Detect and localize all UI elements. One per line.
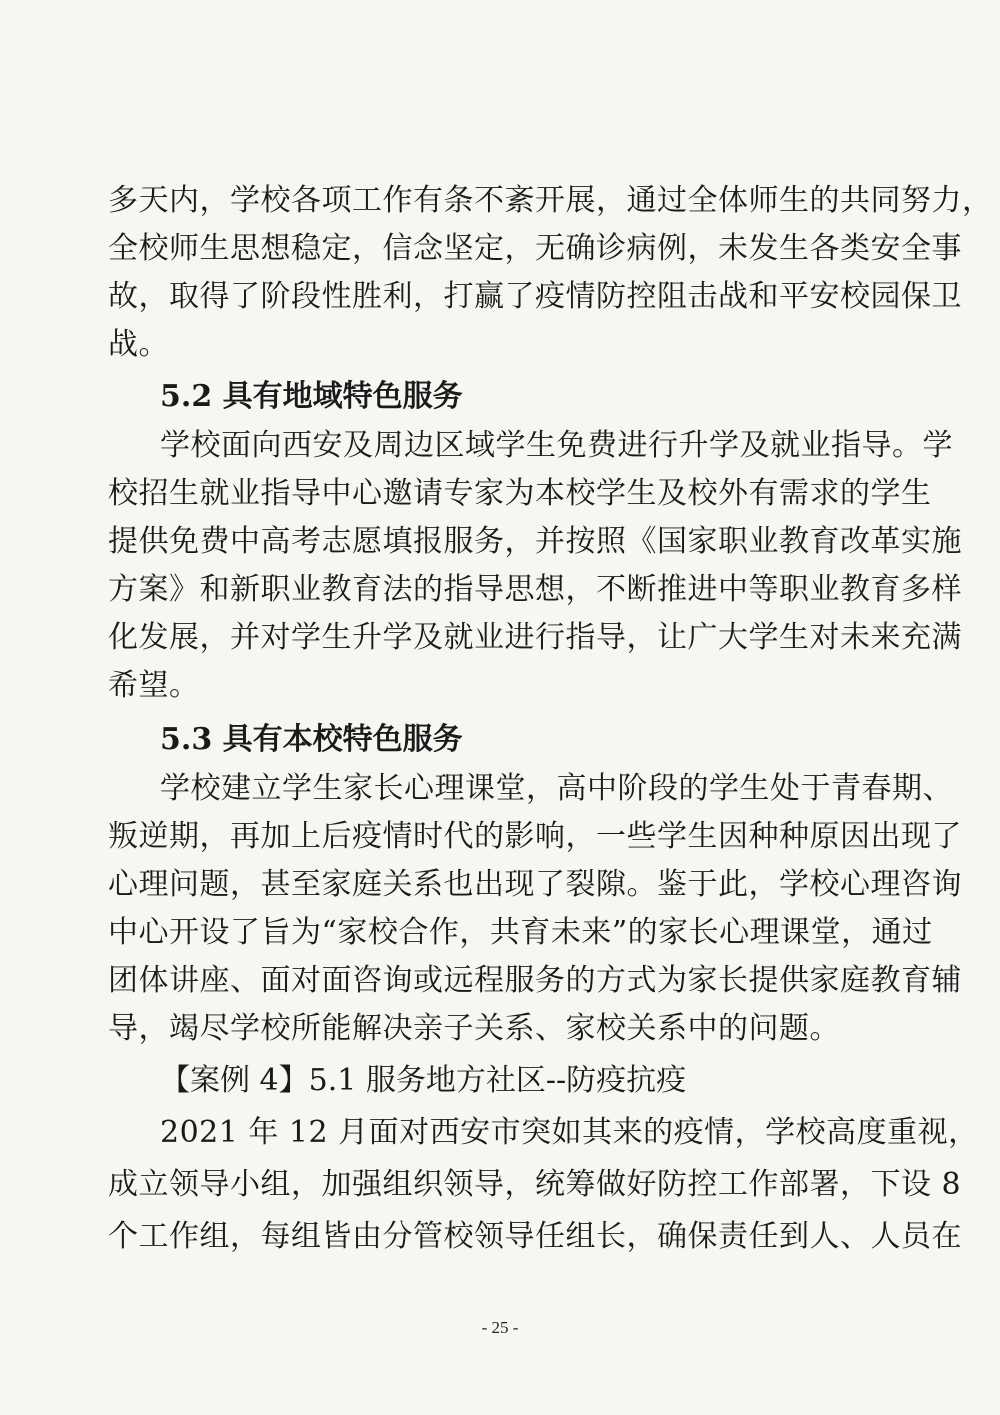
section-heading-5-3: 5.3 具有本校特色服务	[160, 722, 463, 757]
paragraph-line: 个工作组，每组皆由分管校领导任组长，确保责任到人、人员在	[108, 1219, 962, 1254]
paragraph-line: 2021 年 12 月面对西安市突如其来的疫情，学校高度重视，	[160, 1115, 979, 1150]
paragraph-line: 叛逆期，再加上后疫情时代的影响，一些学生因种种原因出现了	[108, 819, 962, 854]
paragraph-line: 团体讲座、面对面咨询或远程服务的方式为家长提供家庭教育辅	[108, 963, 962, 998]
paragraph-line: 故，取得了阶段性胜利，打赢了疫情防控阻击战和平安校园保卫	[108, 279, 962, 314]
paragraph-line: 学校建立学生家长心理课堂，高中阶段的学生处于青春期、	[160, 771, 953, 806]
paragraph-line: 成立领导小组，加强组织领导，统筹做好防控工作部署，下设 8	[108, 1167, 962, 1202]
paragraph-line: 全校师生思想稳定，信念坚定，无确诊病例，未发生各类安全事	[108, 231, 962, 266]
paragraph-line: 学校面向西安及周边区域学生免费进行升学及就业指导。学	[160, 428, 953, 463]
section-heading-5-2: 5.2 具有地域特色服务	[160, 379, 463, 414]
paragraph-line: 心理问题，甚至家庭关系也出现了裂隙。鉴于此，学校心理咨询	[108, 867, 962, 902]
paragraph-line: 中心开设了旨为“家校合作，共育未来”的家长心理课堂，通过	[108, 915, 933, 950]
paragraph-line: 校招生就业指导中心邀请专家为本校学生及校外有需求的学生	[108, 476, 932, 511]
paragraph-line: 提供免费中高考志愿填报服务，并按照《国家职业教育改革实施	[108, 524, 962, 559]
case-title: 【案例 4】5.1 服务地方社区--防疫抗疫	[160, 1063, 687, 1098]
paragraph-line: 化发展，并对学生升学及就业进行指导，让广大学生对未来充满	[108, 620, 962, 655]
paragraph-line: 多天内，学校各项工作有条不紊开展，通过全体师生的共同努力，	[108, 183, 993, 218]
paragraph-line: 战。	[108, 327, 169, 362]
paragraph-line: 导，竭尽学校所能解决亲子关系、家校关系中的问题。	[108, 1011, 840, 1046]
paragraph-line: 希望。	[108, 668, 200, 703]
page-number: - 25 -	[481, 1318, 519, 1337]
paragraph-line: 方案》和新职业教育法的指导思想，不断推进中等职业教育多样	[108, 572, 962, 607]
